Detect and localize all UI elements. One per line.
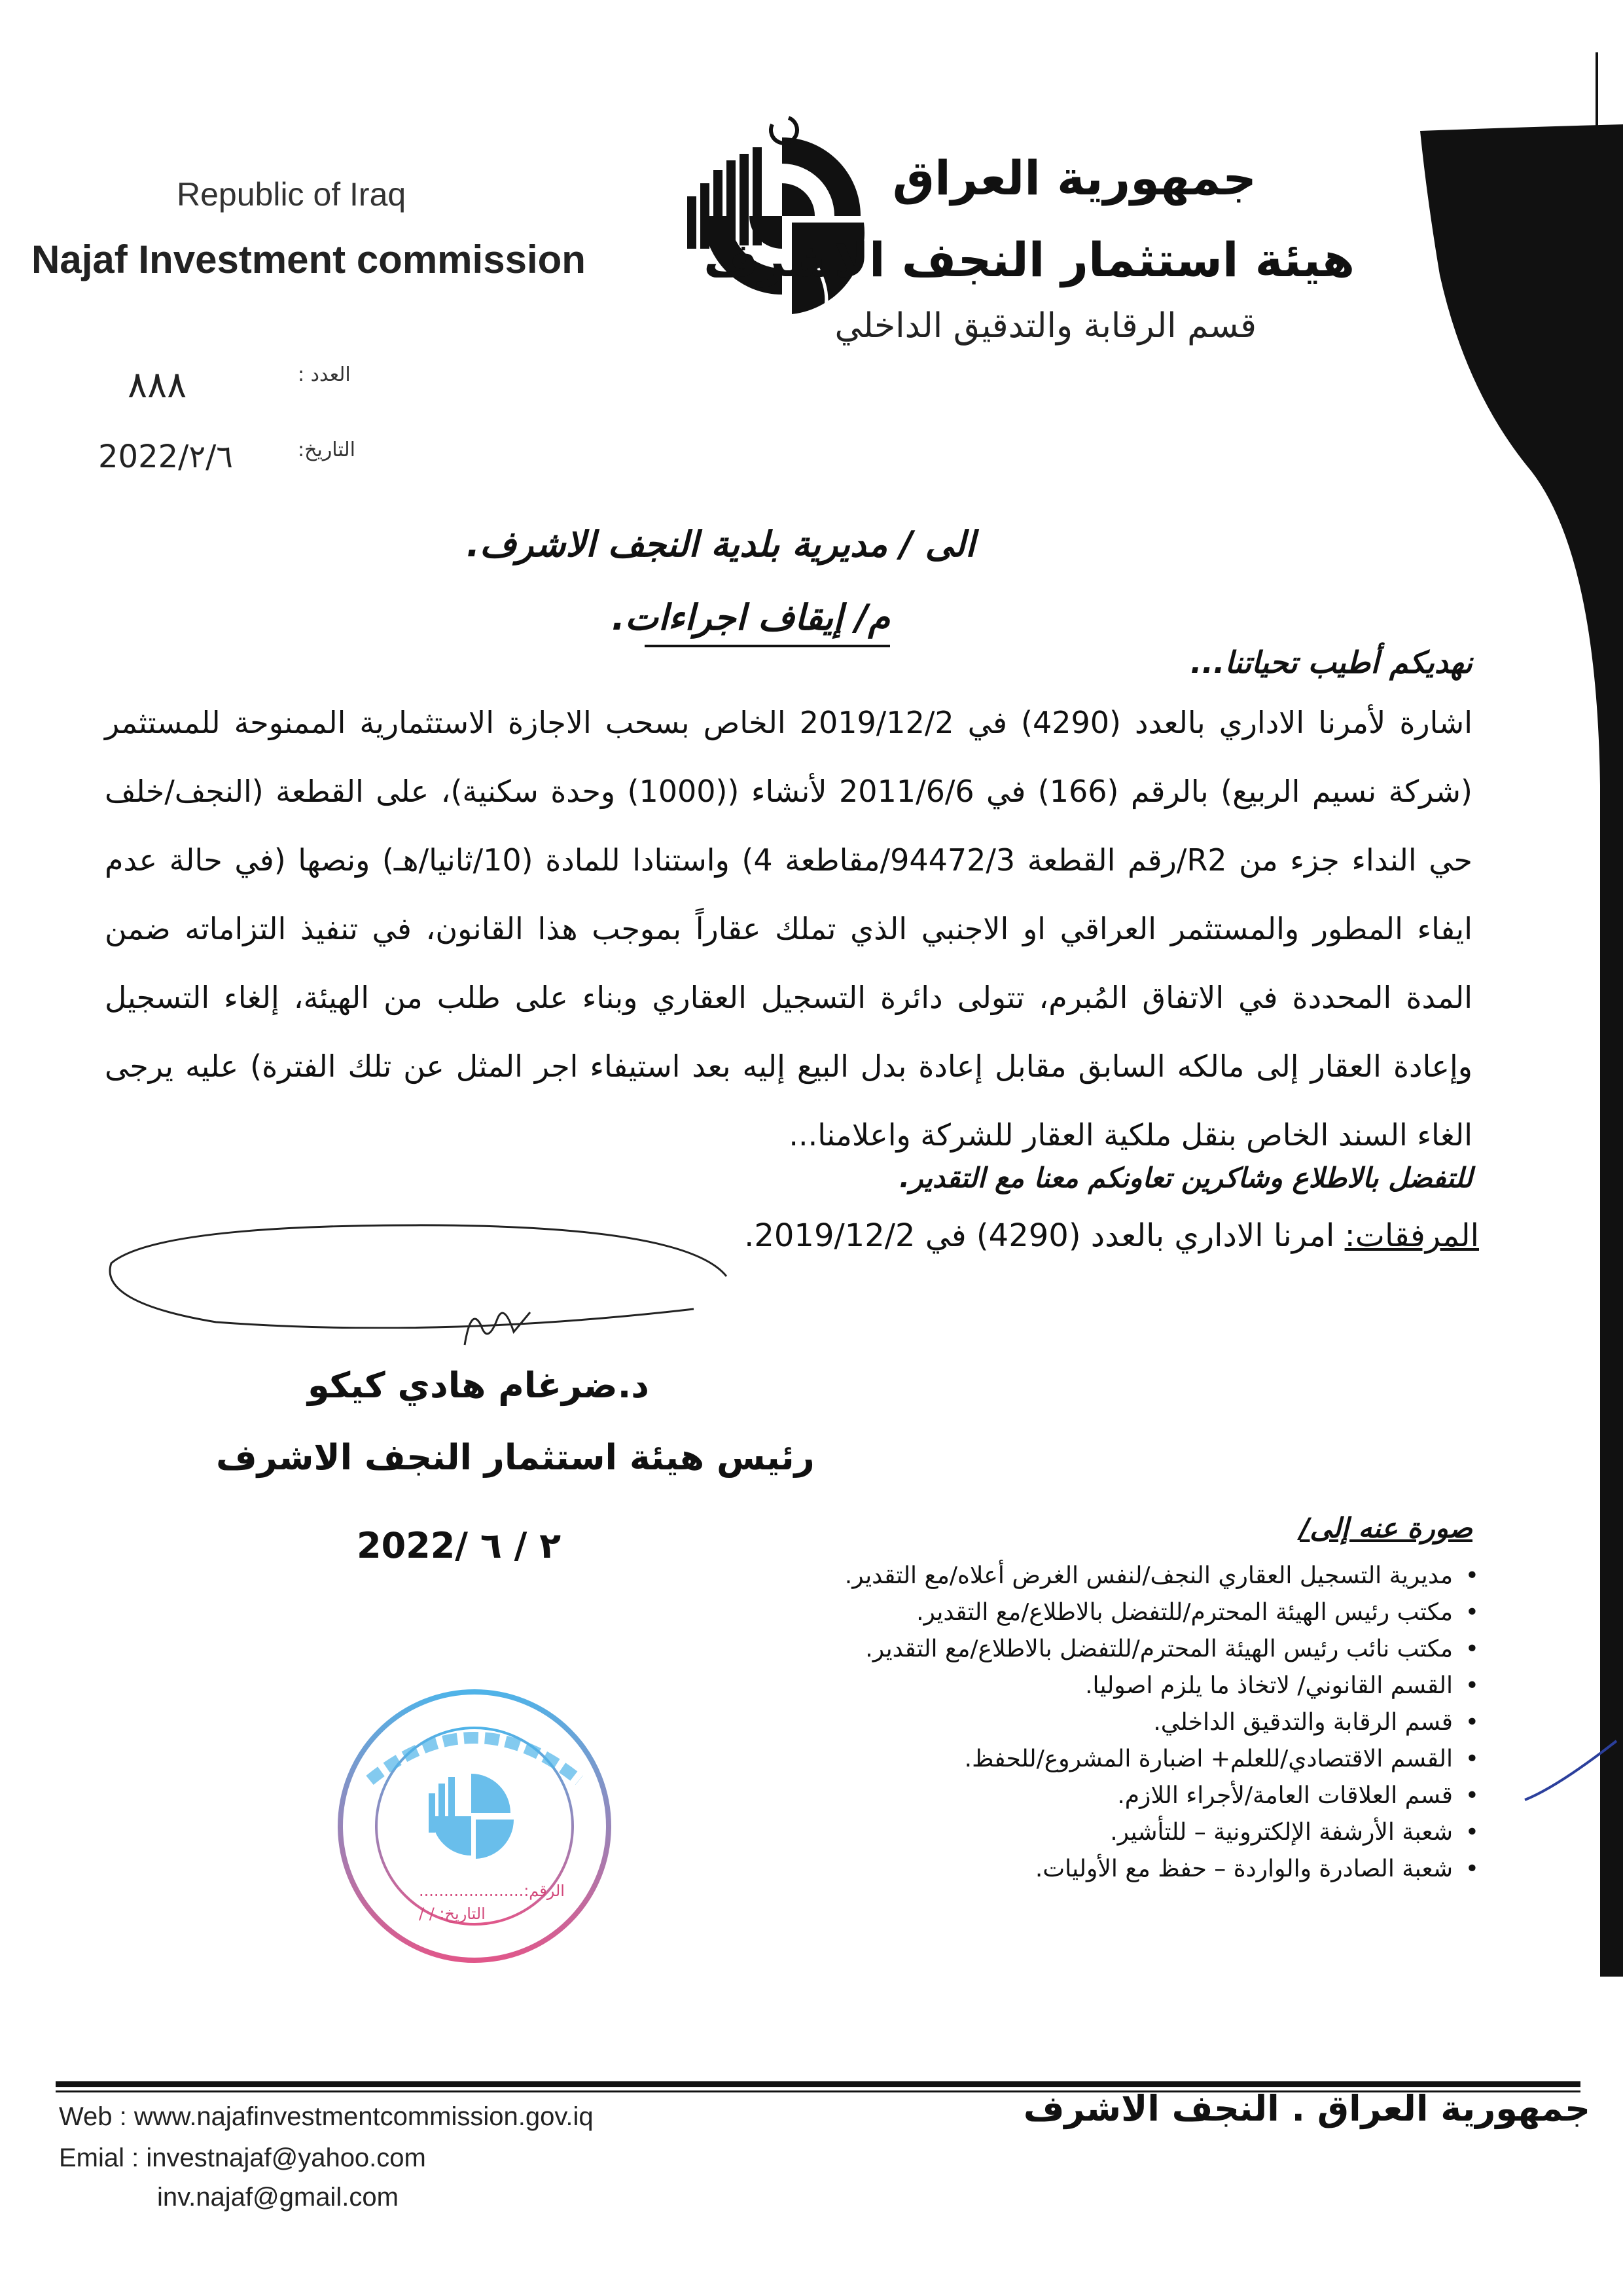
footer-email-secondary: inv.najaf@gmail.com: [157, 2183, 399, 2212]
signature-scribble: [452, 1299, 543, 1358]
greeting: نهديكم أطيب تحياتنا...: [1190, 645, 1472, 680]
letter-body: اشارة لأمرنا الاداري بالعدد (4290) في 2019/12/2 الخاص بسحب الاجازة الاستثمارية الممنوحة للمستثمر (شركة نسيم الربيع) بالرقم (166) في 2011/6/6 لأنشاء ((1000) وحدة سكنية)، على القطعة (النجف/خلف حي النداء جزء من R2/رقم القطعة 94472/3/مقاطعة 4) واستنادا للمادة (10/ثانيا/هـ) ونصها (في حالة عدم ايفاء المطور والمستثمر العراقي او الاجنبي الذي تملك عقاراً بموجب هذا القانون، في تنفيذ التزاماته ضمن المدة المحددة في الاتفاق المُبرم، تتولى دائرة التسجيل العقاري وبناء على طلب من الهيئة، إلغاء التسجيل وإعادة العقار إلى مالكه السابق مقابل إعادة بدل البيع إليه بعد استيفاء اجر المثل عن تلك الفترة) عليه يرجى الغاء السند الخاص بنقل ملكية العقار للشركة واعلامنا...: [105, 705, 1473, 1153]
header-republic-ar: جمهورية العراق: [892, 151, 1257, 206]
cc-item: • قسم العلاقات العامة/لأجراء اللازم.: [759, 1778, 1479, 1814]
closing-line: للتفضل بالاطلاع وشاكرين تعاونكم معنا مع التقدير.: [899, 1162, 1472, 1194]
footer-email-primary: Emial : investnajaf@yahoo.com: [59, 2144, 426, 2172]
signer-title: رئيس هيئة استثمار النجف الاشرف: [216, 1437, 815, 1478]
header-republic-en: Republic of Iraq: [177, 176, 406, 213]
attachments-value: امرنا الاداري بالعدد (4290) في 2019/12/2.: [744, 1217, 1345, 1254]
signature-ellipse: [98, 1217, 759, 1329]
signature-date: 2022/ ٢ / ٦: [357, 1525, 562, 1566]
subject-line: م/ إيقاف اجراءات.: [611, 597, 890, 638]
ref-number-label: العدد :: [298, 363, 351, 386]
footer-address: جمهورية العراق . النجف الاشرف: [1023, 2088, 1590, 2129]
recipient-line: الى / مديرية بلدية النجف الاشرف.: [466, 524, 975, 565]
ref-date-value: 2022/٢/٦: [98, 439, 234, 475]
cc-item: • مكتب رئيس الهيئة المحترم/للتفضل بالاطلاع/مع التقدير.: [759, 1594, 1479, 1631]
pen-mark: [1518, 1734, 1623, 1806]
cc-list: [759, 1558, 1479, 1888]
attachments-label: المرفقات:: [1344, 1217, 1479, 1254]
signer-name: د.ضرغام هادي كيكو: [308, 1365, 649, 1406]
header-commission-ar: هيئة استثمار النجف الاشرف: [704, 232, 1355, 287]
cc-item: • شعبة الصادرة والواردة – حفظ مع الأوليات.: [759, 1851, 1479, 1888]
cc-item: • القسم القانوني/ لاتخاذ ما يلزم اصوليا.: [759, 1668, 1479, 1704]
header-commission-en: Najaf Investment commission: [31, 238, 586, 281]
subject-underline: [645, 645, 890, 647]
cc-item: • مديرية التسجيل العقاري النجف/لنفس الغرض أعلاه/مع التقدير.: [759, 1558, 1479, 1594]
cc-item: • مكتب نائب رئيس الهيئة المحترم/للتفضل بالاطلاع/مع التقدير.: [759, 1631, 1479, 1668]
footer-divider: [56, 2081, 1580, 2087]
cc-item: • القسم الاقتصادي/للعلم+ اضبارة المشروع/للحفظ.: [759, 1741, 1479, 1778]
cc-item: • قسم الرقابة والتدقيق الداخلي.: [759, 1704, 1479, 1741]
stamp-date-label: التاريخ: / /: [419, 1905, 486, 1923]
ref-date-label: التاريخ:: [298, 439, 355, 461]
header-department-ar: قسم الرقابة والتدقيق الداخلي: [834, 306, 1257, 346]
cc-title: صورة عنه إلى/: [1300, 1512, 1472, 1544]
footer-website: Web : www.najafinvestmentcommission.gov.iq: [59, 2102, 594, 2131]
official-stamp: [330, 1682, 618, 1970]
attachments: [744, 1217, 1479, 1254]
stamp-ref-label: الرقم:.....................: [419, 1882, 565, 1900]
cc-item: • شعبة الأرشفة الإلكترونية – للتأشير.: [759, 1814, 1479, 1851]
ref-number-value: ٨٨٨: [128, 364, 187, 406]
